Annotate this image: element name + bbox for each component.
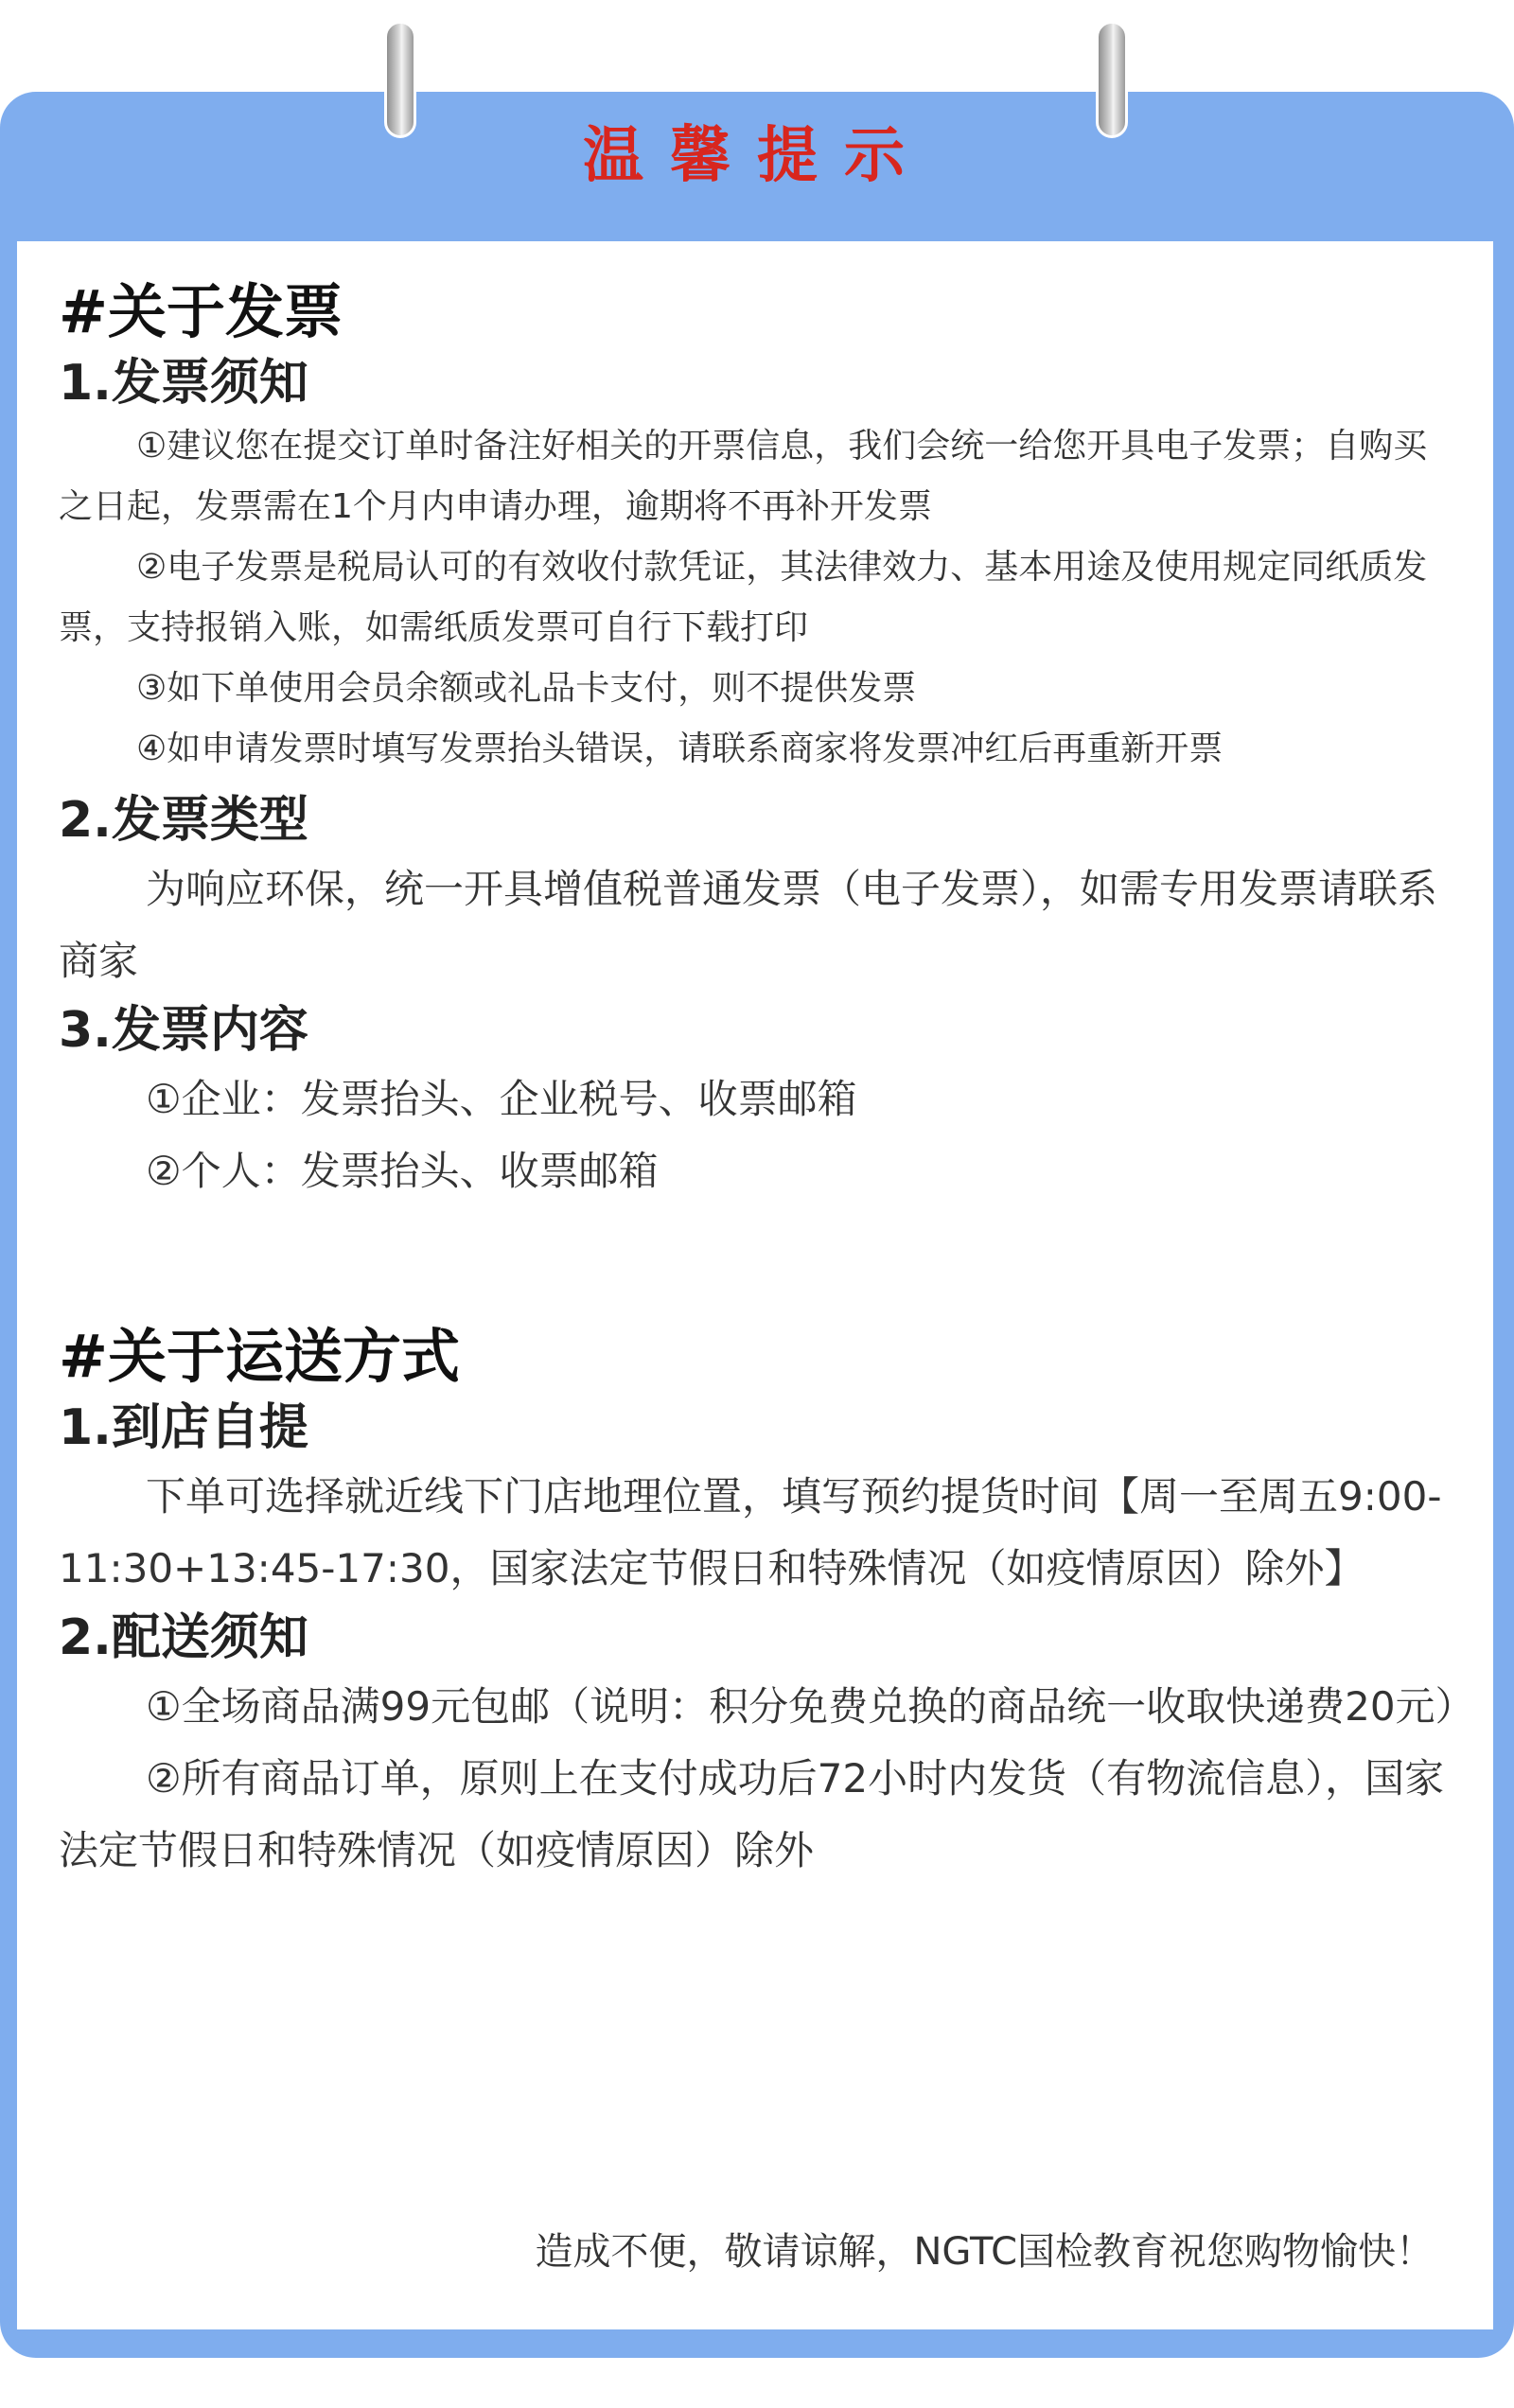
- invoice-type-title: 2.发票类型: [59, 792, 308, 849]
- closing-message: 造成不便，敬请谅解，NGTC国检教育祝您购物愉快！: [535, 2230, 1434, 2274]
- pickup-title: 1.到店自提: [59, 1399, 308, 1456]
- invoice-notice-title: 1.发票须知: [59, 355, 308, 412]
- invoice-notice-item: ③如下单使用会员余额或礼品卡支付，则不提供发票: [136, 669, 917, 708]
- pickup-text: 下单可选择就近线下门店地理位置，填写预约提货时间【周一至周五9:00-11:30+13:45-17:30，国家法定节假日和特殊情况（如疫情原因）除外】: [59, 1473, 1442, 1591]
- delivery-item: ②所有商品订单，原则上在支付成功后72小时内发货（有物流信息），国家法定节假日和特殊情况（如疫情原因）除外: [59, 1755, 1445, 1873]
- shipping-heading: #关于运送方式: [59, 1322, 460, 1391]
- notice-content: [59, 274, 1475, 1887]
- invoice-heading: #关于发票: [59, 277, 343, 346]
- invoice-type-text: 为响应环保，统一开具增值税普通发票（电子发票），如需专用发票请联系商家: [59, 866, 1438, 984]
- invoice-content-item: ②个人：发票抬头、收票邮箱: [146, 1148, 659, 1194]
- invoice-notice-item: ④如申请发票时填写发票抬头错误，请联系商家将发票冲红后再重新开票: [136, 729, 1224, 768]
- invoice-notice-item: ①建议您在提交订单时备注好相关的开票信息，我们会统一给您开具电子发票；自购买之日起，发票需在1个月内申请办理，逾期将不再补开发票: [59, 427, 1428, 526]
- delivery-item: ①全场商品满99元包邮（说明：积分免费兑换的商品统一收取快递费20元）: [146, 1683, 1475, 1730]
- delivery-title: 2.配送须知: [59, 1609, 308, 1666]
- card-title: 温馨提示: [583, 121, 931, 191]
- invoice-content-title: 3.发票内容: [59, 1002, 308, 1059]
- invoice-content-item: ①企业：发票抬头、企业税号、收票邮箱: [146, 1076, 857, 1122]
- invoice-notice-item: ②电子发票是税局认可的有效收付款凭证，其法律效力、基本用途及使用规定同纸质发票，支持报销入账，如需纸质发票可自行下载打印: [59, 548, 1428, 647]
